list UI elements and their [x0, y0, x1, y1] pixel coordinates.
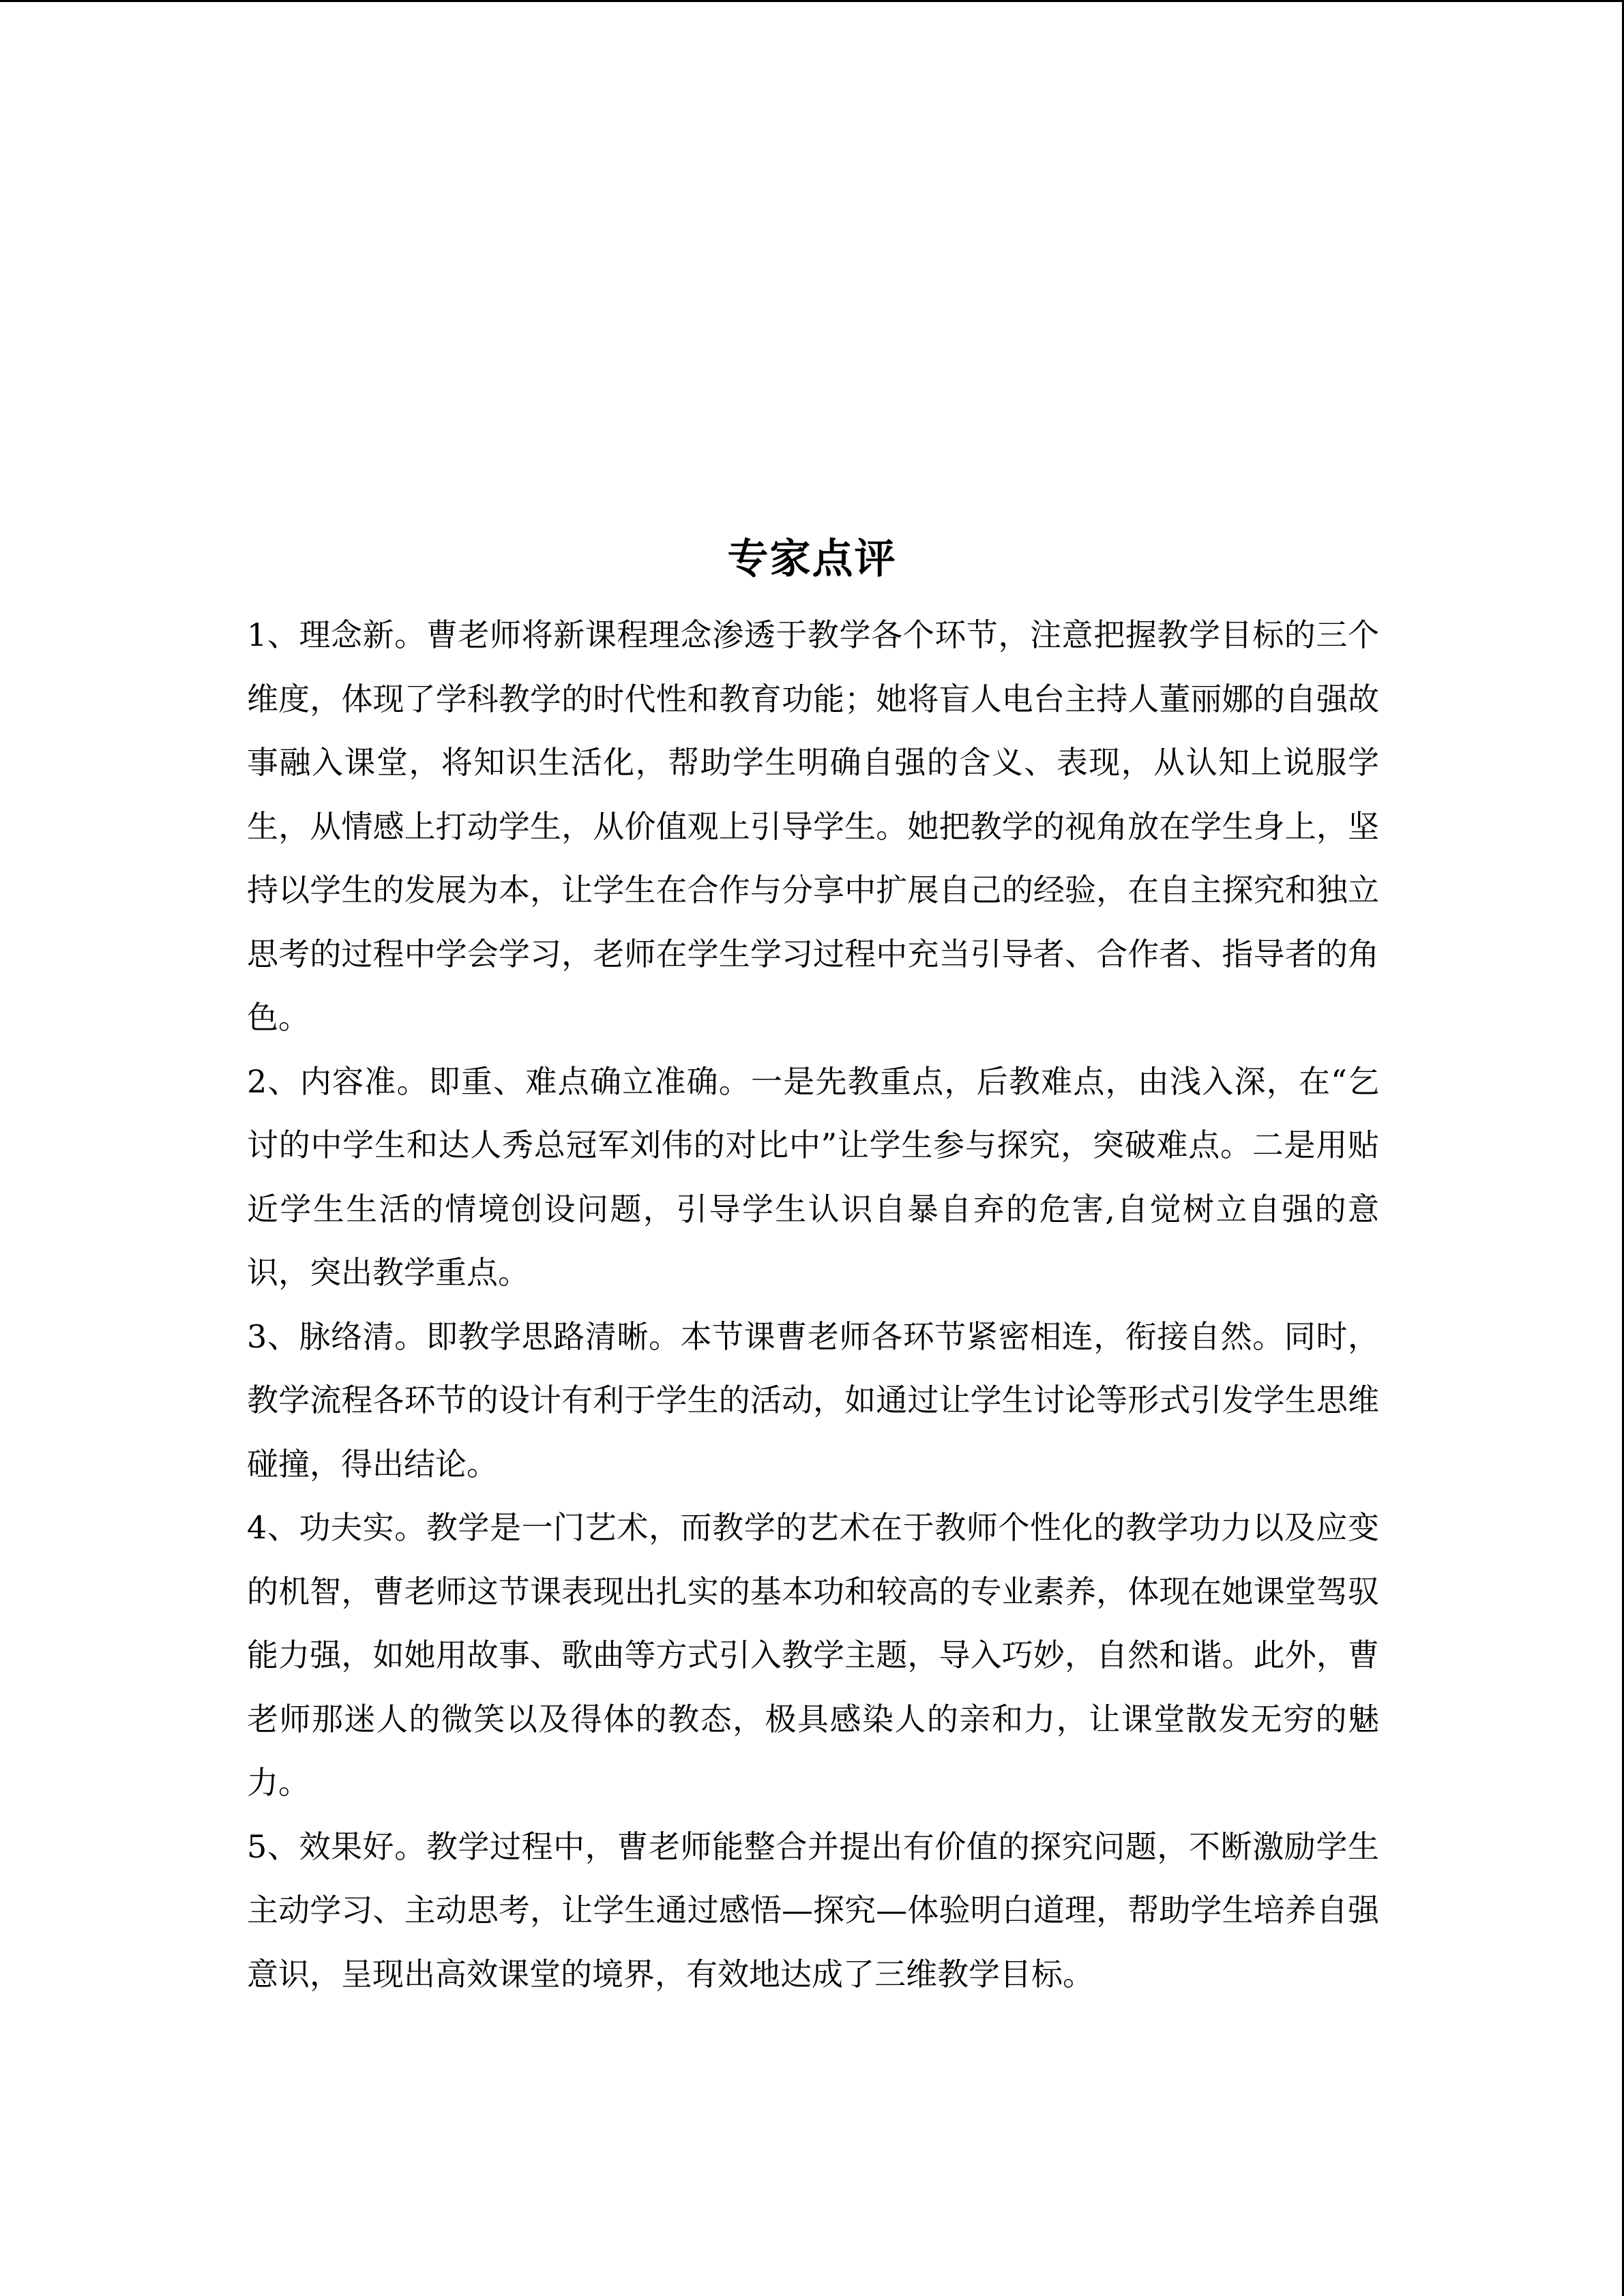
document-title: 专家点评	[727, 535, 897, 583]
paragraph-1: 1、理念新。曹老师将新课程理念渗透于教学各个环节，注意把握教学目标的三个维度，体现了学科教学的时代性和教育功能；她将盲人电台主持人董丽娜的自强故事融入课堂，将知识生活化，帮助学生明确自强的含义、表现，从认知上说服学生，从情感上打动学生，从价值观上引导学生。她把教学的视角放在学生身上，坚持以学生的发展为本，让学生在合作与分享中扩展自己的经验，在自主探究和独立思考的过程中学会学习，老师在学生学习过程中充当引导者、合作者、指导者的角色。	[247, 616, 1379, 1036]
paragraph-2: 2、内容准。即重、难点确立准确。一是先教重点，后教难点，由浅入深，在“乞讨的中学生和达人秀总冠军刘伟的对比中”让学生参与探究，突破难点。二是用贴近学生生活的情境创设问题，引导学生认识自暴自弃的危害,自觉树立自强的意识，突出教学重点。	[247, 1062, 1379, 1291]
paragraph-3: 3、脉络清。即教学思路清晰。本节课曹老师各环节紧密相连，衔接自然。同时，教学流程各环节的设计有利于学生的活动，如通过让学生讨论等形式引发学生思维碰撞，得出结论。	[247, 1317, 1379, 1482]
paragraph-4: 4、功夫实。教学是一门艺术，而教学的艺术在于教师个性化的教学功力以及应变的机智，曹老师这节课表现出扎实的基本功和较高的专业素养，体现在她课堂驾驭能力强，如她用故事、歌曲等方式引入教学主题，导入巧妙，自然和谐。此外，曹老师那迷人的微笑以及得体的教态，极具感染人的亲和力，让课堂散发无穷的魅力。	[247, 1509, 1379, 1801]
paragraph-5: 5、效果好。教学过程中，曹老师能整合并提出有价值的探究问题，不断激励学生主动学习、主动思考，让学生通过感悟—探究—体验明白道理，帮助学生培养自强意识，呈现出高效课堂的境界，有效地达成了三维教学目标。	[247, 1828, 1379, 1993]
page-border-top	[0, 0, 1624, 2]
document-body	[247, 603, 1379, 2006]
